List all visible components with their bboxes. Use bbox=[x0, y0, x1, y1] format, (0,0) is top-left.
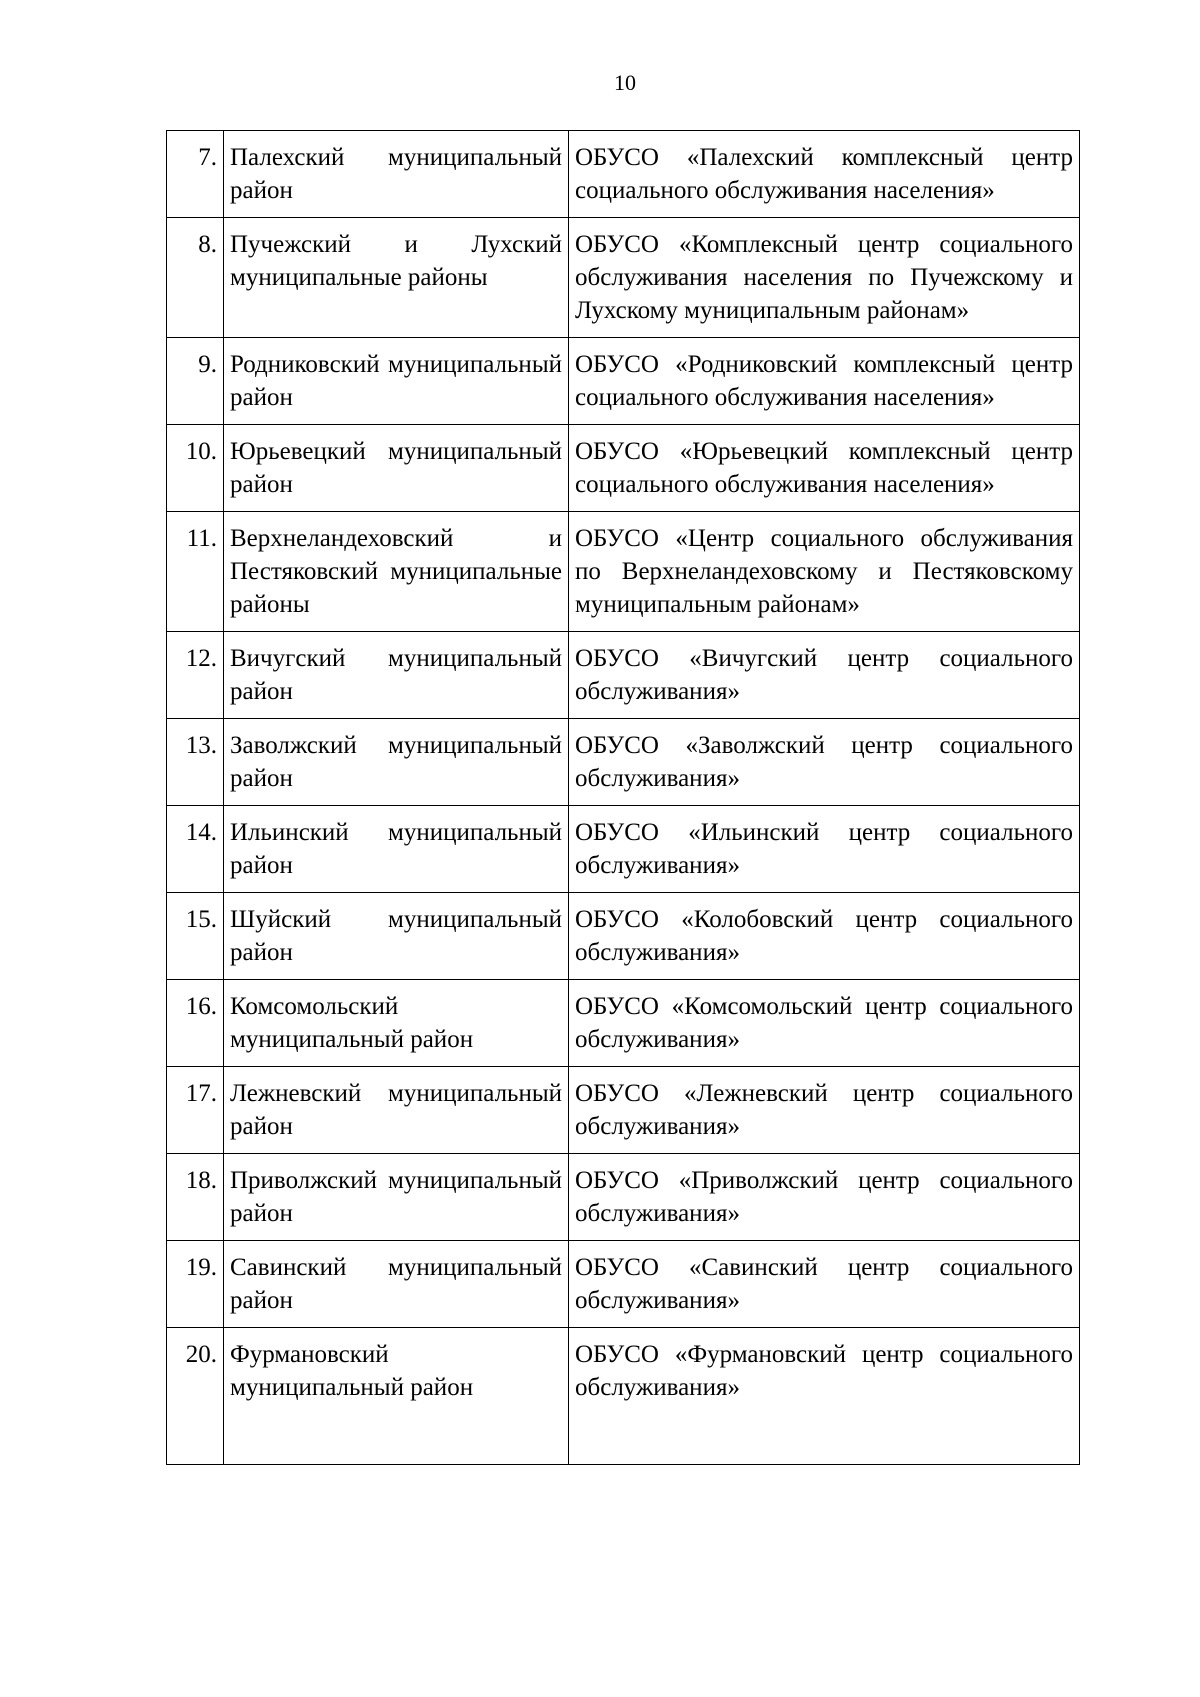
district-cell: Шуйский муниципальный район bbox=[224, 893, 569, 980]
district-cell: Верхнеландеховский и Пестяковский муниципальные районы bbox=[224, 512, 569, 632]
row-number-cell: 11. bbox=[167, 512, 224, 632]
row-number-cell: 17. bbox=[167, 1067, 224, 1154]
institution-cell: ОБУСО «Комсомольский центр социального обслуживания» bbox=[569, 980, 1080, 1067]
table-row bbox=[167, 719, 1080, 806]
table-row bbox=[167, 1067, 1080, 1154]
district-cell: Родниковский муниципальный район bbox=[224, 338, 569, 425]
institution-cell: ОБУСО «Юрьевецкий комплексный центр социального обслуживания населения» bbox=[569, 425, 1080, 512]
district-cell: Савинский муниципальный район bbox=[224, 1241, 569, 1328]
table-row bbox=[167, 893, 1080, 980]
row-number-cell: 16. bbox=[167, 980, 224, 1067]
district-cell: Заволжский муниципальный район bbox=[224, 719, 569, 806]
district-cell: Юрьевецкий муниципальный район bbox=[224, 425, 569, 512]
district-cell: Лежневский муниципальный район bbox=[224, 1067, 569, 1154]
table-row bbox=[167, 1154, 1080, 1241]
district-cell: Приволжский муниципальный район bbox=[224, 1154, 569, 1241]
row-number-cell: 19. bbox=[167, 1241, 224, 1328]
institution-cell: ОБУСО «Палехский комплексный центр социального обслуживания населения» bbox=[569, 131, 1080, 218]
row-number-cell: 8. bbox=[167, 218, 224, 338]
row-number-cell: 13. bbox=[167, 719, 224, 806]
institution-cell: ОБУСО «Заволжский центр социального обслуживания» bbox=[569, 719, 1080, 806]
district-cell: Фурмановский муниципальный район bbox=[224, 1328, 569, 1465]
table-row bbox=[167, 218, 1080, 338]
institution-cell: ОБУСО «Колобовский центр социального обслуживания» bbox=[569, 893, 1080, 980]
district-cell: Палехский муниципальный район bbox=[224, 131, 569, 218]
district-cell: Ильинский муниципальный район bbox=[224, 806, 569, 893]
district-cell: Пучежский и Лухский муниципальные районы bbox=[224, 218, 569, 338]
table-row bbox=[167, 632, 1080, 719]
table-row bbox=[167, 1328, 1080, 1465]
institution-cell: ОБУСО «Савинский центр социального обслуживания» bbox=[569, 1241, 1080, 1328]
row-number-cell: 9. bbox=[167, 338, 224, 425]
institution-cell: ОБУСО «Комплексный центр социального обслуживания населения по Пучежскому и Лухскому муниципальным районам» bbox=[569, 218, 1080, 338]
institution-cell: ОБУСО «Родниковский комплексный центр социального обслуживания населения» bbox=[569, 338, 1080, 425]
institution-cell: ОБУСО «Лежневский центр социального обслуживания» bbox=[569, 1067, 1080, 1154]
institution-cell: ОБУСО «Вичугский центр социального обслуживания» bbox=[569, 632, 1080, 719]
row-number-cell: 12. bbox=[167, 632, 224, 719]
table-row bbox=[167, 338, 1080, 425]
page-number: 10 bbox=[614, 70, 636, 95]
institution-cell: ОБУСО «Ильинский центр социального обслуживания» bbox=[569, 806, 1080, 893]
table-row bbox=[167, 806, 1080, 893]
table-body bbox=[167, 131, 1080, 1465]
row-number-cell: 20. bbox=[167, 1328, 224, 1465]
row-number-cell: 7. bbox=[167, 131, 224, 218]
table-row bbox=[167, 425, 1080, 512]
row-number-cell: 10. bbox=[167, 425, 224, 512]
institution-cell: ОБУСО «Приволжский центр социального обслуживания» bbox=[569, 1154, 1080, 1241]
row-number-cell: 14. bbox=[167, 806, 224, 893]
table-row bbox=[167, 131, 1080, 218]
institution-cell: ОБУСО «Фурмановский центр социального обслуживания» bbox=[569, 1328, 1080, 1465]
institutions-table bbox=[166, 130, 1080, 1465]
table-row bbox=[167, 512, 1080, 632]
district-cell: Вичугский муниципальный район bbox=[224, 632, 569, 719]
institution-cell: ОБУСО «Центр социального обслуживания по Верхнеландеховскому и Пестяковскому муниципальным районам» bbox=[569, 512, 1080, 632]
district-cell: Комсомольский муниципальный район bbox=[224, 980, 569, 1067]
row-number-cell: 15. bbox=[167, 893, 224, 980]
table-row bbox=[167, 980, 1080, 1067]
row-number-cell: 18. bbox=[167, 1154, 224, 1241]
table-row bbox=[167, 1241, 1080, 1328]
